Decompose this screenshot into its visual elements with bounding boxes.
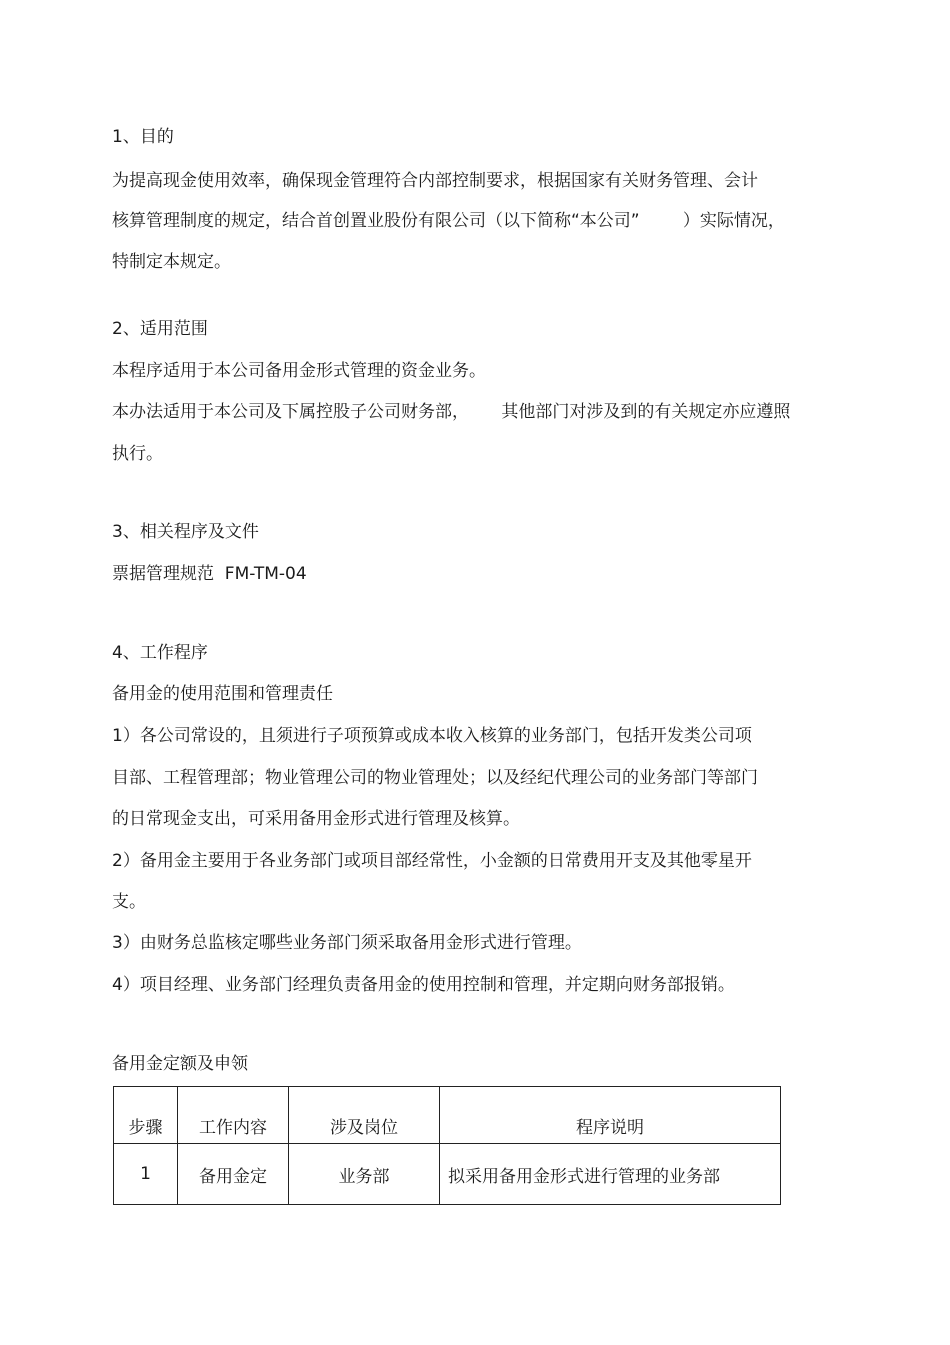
table-header-cell: 涉及岗位	[289, 1087, 440, 1144]
section-3-heading: 3、相关程序及文件	[112, 522, 259, 542]
section-4-line-6: 支。	[112, 892, 146, 912]
section-3-line-1: 票据管理规范 FM-TM-04	[112, 564, 307, 584]
section-4-line-5: 2）备用金主要用于各业务部门或项目部经常性，小金额的日常费用开支及其他零星开	[112, 851, 752, 871]
section-1-line-1: 为提高现金使用效率，确保现金管理符合内部控制要求，根据国家有关财务管理、会计	[112, 171, 758, 191]
table-cell: 拟采用备用金形式进行管理的业务部	[440, 1144, 781, 1205]
section-4-line-1: 备用金的使用范围和管理责任	[112, 684, 333, 704]
section-4-line-3: 目部、工程管理部；物业管理公司的物业管理处；以及经纪代理公司的业务部门等部门	[112, 768, 758, 788]
section-2-line-2: 本办法适用于本公司及下属控股子公司财务部， 其他部门对涉及到的有关规定亦应遵照	[112, 402, 791, 422]
table-row	[114, 1144, 781, 1205]
section-2-line-3: 执行。	[112, 444, 163, 464]
procedure-table	[113, 1086, 781, 1205]
table-header-cell: 工作内容	[178, 1087, 289, 1144]
section-4-line-7: 3）由财务总监核定哪些业务部门须采取备用金形式进行管理。	[112, 933, 582, 953]
section-4-heading: 4、工作程序	[112, 643, 208, 663]
table-header-row	[114, 1087, 781, 1144]
section-2-line-1: 本程序适用于本公司备用金形式管理的资金业务。	[112, 361, 486, 381]
table-title: 备用金定额及申领	[112, 1054, 248, 1074]
section-4-line-8: 4）项目经理、业务部门经理负责备用金的使用控制和管理，并定期向财务部报销。	[112, 975, 735, 995]
table-cell: 备用金定	[178, 1144, 289, 1205]
section-1-heading: 1、目的	[112, 127, 174, 147]
section-1-line-2: 核算管理制度的规定，结合首创置业股份有限公司（以下简称“本公司” ）实际情况，	[112, 211, 785, 231]
section-4-line-2: 1）各公司常设的，且须进行子项预算或成本收入核算的业务部门，包括开发类公司项	[112, 726, 752, 746]
section-2-heading: 2、适用范围	[112, 319, 208, 339]
section-4-line-4: 的日常现金支出，可采用备用金形式进行管理及核算。	[112, 809, 520, 829]
section-1-line-3: 特制定本规定。	[112, 252, 231, 272]
table-cell: 1	[114, 1144, 178, 1205]
table-cell: 业务部	[289, 1144, 440, 1205]
table-header-cell: 程序说明	[440, 1087, 781, 1144]
table-header-cell: 步骤	[114, 1087, 178, 1144]
